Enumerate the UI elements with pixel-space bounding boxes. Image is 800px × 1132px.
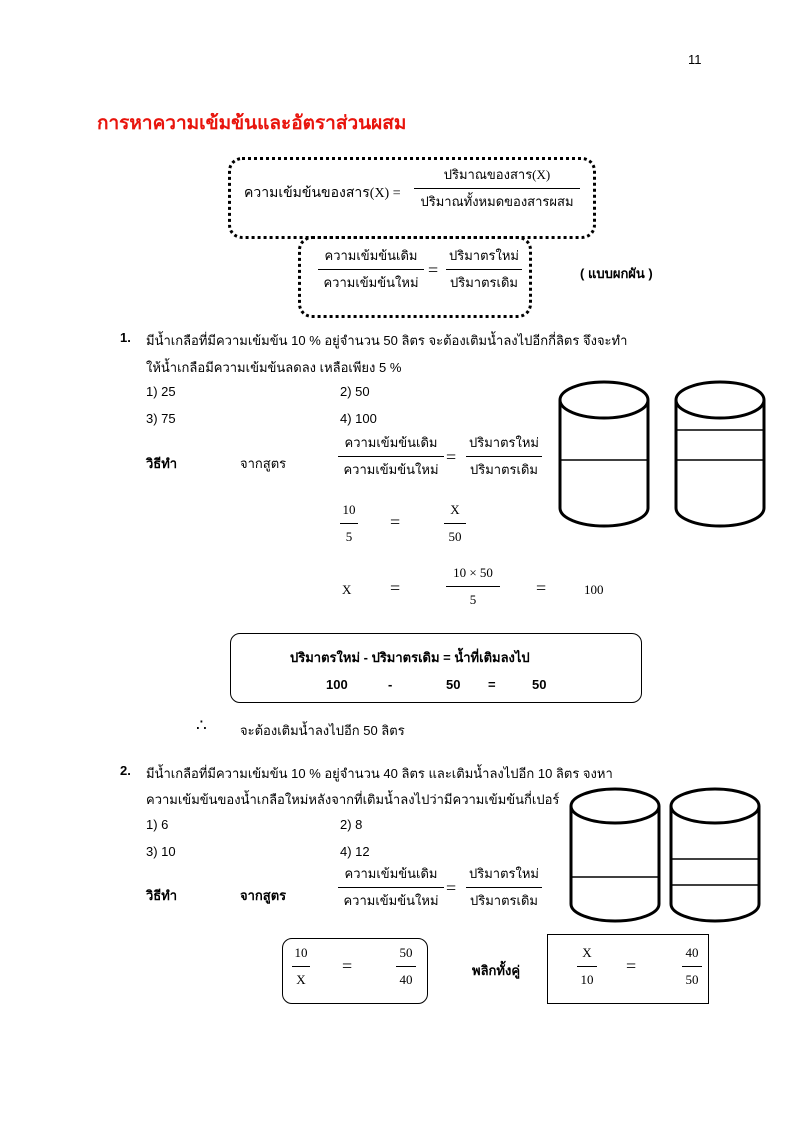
question-1-answer: จะต้องเติมน้ำลงไปอีก 50 ลิตร: [240, 723, 405, 738]
fraction-bar: [340, 523, 358, 524]
question-1-option-1: 1) 25: [146, 384, 176, 399]
question-2-from-formula: จากสูตร: [240, 888, 287, 903]
q1-step1-equals: =: [390, 512, 401, 532]
question-1-formula-left: [338, 434, 444, 479]
cylinder-after-icon: [665, 780, 765, 928]
q2-box2-right-numerator: 40: [685, 945, 699, 960]
q1-step1-right-numerator: X: [450, 502, 460, 517]
q2-box1-right-fraction: [396, 944, 416, 989]
fraction-bar: [318, 269, 424, 270]
q2-box2-left-fraction: [577, 944, 597, 989]
fraction-bar: [682, 966, 702, 967]
q1-formula-left-numerator: ความเข้มข้นเดิม: [344, 435, 438, 450]
question-1-option-4: 4) 100: [340, 411, 377, 426]
volume-difference-value-2: 50: [446, 677, 461, 692]
formula2-right-numerator: ปริมาตรใหม่: [448, 248, 519, 263]
q1-step1-left-denominator: 5: [345, 529, 353, 544]
q2-formula-left-numerator: ความเข้มข้นเดิม: [344, 866, 438, 881]
fraction-bar: [577, 966, 597, 967]
page-number: 11: [688, 52, 702, 67]
q2-box1-equals: =: [342, 956, 353, 976]
fraction-bar: [446, 269, 522, 270]
fraction-bar: [338, 456, 444, 457]
fraction-bar: [444, 523, 466, 524]
q2-box2-right-fraction: [682, 944, 702, 989]
question-2-formula-right: [466, 865, 542, 910]
formula2-left-numerator: ความเข้มข้นเดิม: [324, 248, 418, 263]
q1-step1-left-numerator: 10: [342, 502, 356, 517]
formula1-lhs: ความเข้มข้นของสาร(X) =: [244, 186, 401, 201]
question-1-formula-equals: =: [446, 447, 457, 467]
q2-box1-right-numerator: 50: [399, 945, 413, 960]
question-2-number: 2.: [120, 763, 131, 778]
section-heading: การหาความเข้มข้นและอัตราส่วนผสม: [97, 113, 407, 134]
question-2-option-2: 2) 8: [340, 817, 363, 832]
cylinder-before-icon: [554, 372, 654, 532]
question-1-option-2: 2) 50: [340, 384, 370, 399]
volume-difference-value-1: 100: [326, 677, 348, 692]
cylinder-after-icon: [670, 372, 770, 532]
fraction-bar: [466, 887, 542, 888]
fraction-bar: [466, 456, 542, 457]
formula2-left-fraction: [318, 247, 424, 292]
cylinder-before-icon: [565, 780, 665, 928]
formula2-left-denominator: ความเข้มข้นใหม่: [323, 275, 419, 290]
question-1-option-3: 3) 75: [146, 411, 176, 426]
volume-difference-minus: -: [388, 677, 393, 692]
q2-formula-right-denominator: ปริมาตรเดิม: [470, 893, 538, 908]
question-2-option-4: 4) 12: [340, 844, 370, 859]
formula1-denominator: ปริมาณทั้งหมดของสารผสม: [420, 194, 574, 209]
q2-box1-left-denominator: X: [296, 972, 306, 987]
question-2-formula-left: [338, 865, 444, 910]
question-1-formula-right: [466, 434, 542, 479]
q1-step2-fraction: [446, 564, 500, 609]
question-2-formula-equals: =: [446, 878, 457, 898]
q1-formula-left-denominator: ความเข้มข้นใหม่: [343, 462, 439, 477]
inverse-note: ( แบบผกผัน ): [580, 266, 653, 281]
formula1-numerator: ปริมาณของสาร(X): [443, 167, 551, 182]
q1-step1-right-fraction: [444, 501, 466, 546]
formula2-right-denominator: ปริมาตรเดิม: [450, 275, 518, 290]
q2-box2-right-denominator: 50: [685, 972, 699, 987]
formula1-fraction: [414, 166, 580, 211]
q1-step2-equals-2: =: [536, 578, 547, 598]
question-1-text-line1: มีน้ำเกลือที่มีความเข้มข้น 10 % อยู่จำนวน 50 ลิตร จะต้องเติมน้ำลงไปอีกกี่ลิตร จึงจะทำ: [146, 333, 628, 348]
fraction-bar: [396, 966, 416, 967]
volume-difference-formula: ปริมาตรใหม่ - ปริมาตรเดิม = น้ำที่เติมลงไป: [290, 650, 530, 665]
q2-box1-left-fraction: [292, 944, 310, 989]
q2-box2-left-numerator: X: [582, 945, 592, 960]
question-1-from-formula: จากสูตร: [240, 456, 287, 471]
question-2-method-label: วิธีทำ: [146, 888, 178, 903]
q1-formula-right-denominator: ปริมาตรเดิม: [470, 462, 538, 477]
q1-formula-right-numerator: ปริมาตรใหม่: [468, 435, 539, 450]
q2-formula-right-numerator: ปริมาตรใหม่: [468, 866, 539, 881]
question-1-text-line2: ให้น้ำเกลือมีความเข้มข้นลดลง เหลือเพียง 5 %: [146, 360, 402, 375]
volume-difference-box: [230, 633, 642, 703]
fraction-bar: [446, 586, 500, 587]
flip-both-label: พลิกทั้งคู่: [472, 963, 521, 978]
q2-box1-right-denominator: 40: [399, 972, 413, 987]
question-1-number: 1.: [120, 330, 131, 345]
q1-step2-denominator: 5: [469, 592, 477, 607]
q2-box2-left-denominator: 10: [580, 972, 594, 987]
q1-step2-equals: =: [390, 578, 401, 598]
q1-step1-left-fraction: [340, 501, 358, 546]
question-1-method-label: วิธีทำ: [146, 456, 178, 471]
therefore-symbol: ∴: [196, 716, 207, 735]
question-2-text-line1: มีน้ำเกลือที่มีความเข้มข้น 10 % อยู่จำนวน 40 ลิตร และเติมน้ำลงไปอีก 10 ลิตร จงหา: [146, 766, 613, 781]
question-2-text-line2: ความเข้มข้นของน้ำเกลือใหม่หลังจากที่เติมน้ำลงไปว่ามีความเข้มข้นกี่เปอร์: [146, 792, 560, 807]
q2-box1-left-numerator: 10: [294, 945, 308, 960]
formula2-equals: =: [428, 260, 439, 280]
question-2-option-3: 3) 10: [146, 844, 176, 859]
q2-box2-equals: =: [626, 956, 637, 976]
volume-difference-value-3: 50: [532, 677, 547, 692]
fraction-bar: [292, 966, 310, 967]
q2-formula-left-denominator: ความเข้มข้นใหม่: [343, 893, 439, 908]
fraction-bar: [338, 887, 444, 888]
question-2-option-1: 1) 6: [146, 817, 169, 832]
q1-step1-right-denominator: 50: [448, 529, 462, 544]
volume-difference-equals: =: [488, 677, 496, 692]
formula2-right-fraction: [446, 247, 522, 292]
q1-step2-x: X: [342, 582, 352, 597]
fraction-bar: [414, 188, 580, 189]
q1-step2-numerator: 10 × 50: [453, 565, 493, 580]
q1-step2-result: 100: [584, 582, 604, 597]
